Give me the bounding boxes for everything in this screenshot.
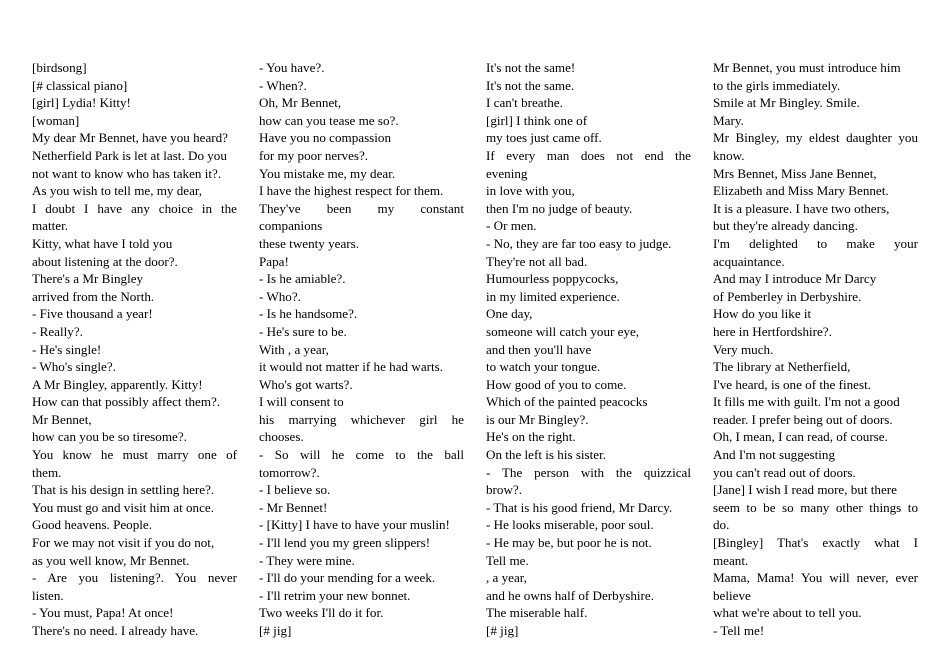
text-line: how can you be so tiresome?. <box>32 429 187 445</box>
text-line: - You must, Papa! At once! <box>32 605 174 621</box>
text-line: It's not the same. <box>486 77 575 93</box>
text-line: Mrs Bennet, Miss Jane Bennet, <box>713 165 877 181</box>
text-line: I've heard, is one of the finest. <box>713 376 871 392</box>
text-column-2 <box>259 59 464 640</box>
text-line: do. <box>713 517 730 533</box>
text-line: - He may be, but poor he is not. <box>486 535 652 551</box>
text-line: then I'm no judge of beauty. <box>486 200 633 216</box>
text-line: - Tell me! <box>713 623 765 638</box>
text-line: Mama, Mama! You will never, ever <box>713 570 918 586</box>
text-line: - Or men. <box>486 218 537 234</box>
text-line: in my limited experience. <box>486 288 620 304</box>
text-line: of Pemberley in Derbyshire. <box>713 288 862 304</box>
text-line: A Mr Bingley, apparently. Kitty! <box>32 376 203 392</box>
text-line: Mary. <box>713 112 744 128</box>
text-line: believe <box>713 587 751 603</box>
text-line: And may I introduce Mr Darcy <box>713 271 877 287</box>
text-line: and he owns half of Derbyshire. <box>486 587 654 603</box>
text-line: - He looks miserable, poor soul. <box>486 517 654 533</box>
text-line: it would not matter if he had warts. <box>259 359 443 375</box>
text-line: Have you no compassion <box>259 130 392 146</box>
text-line: It's not the same! <box>486 60 576 75</box>
text-line: You know he must marry one of <box>32 447 237 463</box>
text-line: I doubt I have any choice in the <box>32 200 237 216</box>
text-line: - Is he amiable?. <box>259 271 346 287</box>
text-line: [girl] I think one of <box>486 112 588 128</box>
text-line: One day, <box>486 306 533 322</box>
text-line: - Who's single?. <box>32 359 116 375</box>
text-line: as you well know, Mr Bennet. <box>32 552 190 568</box>
text-line: - They were mine. <box>259 552 355 568</box>
text-line: Mr Bennet, <box>32 411 92 427</box>
text-line: I can't breathe. <box>486 95 563 111</box>
text-line: - When?. <box>259 77 307 93</box>
text-line: Mr Bennet, you must introduce him <box>713 60 901 75</box>
text-line: - Five thousand a year! <box>32 306 153 322</box>
text-line: I'm delighted to make your <box>713 235 918 251</box>
text-line: With , a year, <box>259 341 329 357</box>
text-line: And I'm not suggesting <box>713 447 836 463</box>
text-line: evening <box>486 165 528 181</box>
text-line: - I believe so. <box>259 482 331 498</box>
text-line: you can't read out of doors. <box>713 464 856 480</box>
text-line: - Mr Bennet! <box>259 499 328 515</box>
text-line: Which of the painted peacocks <box>486 394 648 410</box>
text-line: reader. I prefer being out of doors. <box>713 411 893 427</box>
text-line: someone will catch your eye, <box>486 323 640 339</box>
text-line: what we're about to tell you. <box>713 605 862 621</box>
text-column-1 <box>32 59 237 640</box>
text-line: matter. <box>32 218 68 234</box>
text-line: I have the highest respect for them. <box>259 183 444 199</box>
text-line: [Bingley] That's exactly what I <box>713 535 918 551</box>
text-line: You mistake me, my dear. <box>259 165 396 181</box>
text-line: for my poor nerves?. <box>259 147 369 163</box>
text-line: There's no need. I already have. <box>32 623 199 638</box>
text-line: - Is he handsome?. <box>259 306 358 322</box>
text-line: It fills me with guilt. I'm not a good <box>713 394 900 410</box>
text-line: My dear Mr Bennet, have you heard? <box>32 130 228 146</box>
text-line: - You have?. <box>259 60 325 75</box>
text-line: arrived from the North. <box>32 288 155 304</box>
text-line: - Are you listening?. You never <box>32 570 237 586</box>
text-line: , a year, <box>486 570 527 586</box>
text-line: - I'll retrim your new bonnet. <box>259 587 411 603</box>
text-line: about listening at the door?. <box>32 253 178 269</box>
text-line: is our Mr Bingley?. <box>486 411 589 427</box>
text-line: in love with you, <box>486 183 575 199</box>
text-line: On the left is his sister. <box>486 447 607 463</box>
text-line: - I'll do your mending for a week. <box>259 570 436 586</box>
text-line: For we may not visit if you do not, <box>32 535 215 551</box>
text-line: [# jig] <box>259 623 292 638</box>
text-line: They've been my constant <box>259 200 464 216</box>
text-line: these twenty years. <box>259 235 359 251</box>
text-line: - That is his good friend, Mr Darcy. <box>486 499 673 515</box>
text-line: brow?. <box>486 482 522 498</box>
text-line: If every man does not end the <box>486 147 691 163</box>
text-line: Papa! <box>259 253 289 269</box>
text-line: There's a Mr Bingley <box>32 271 144 287</box>
text-line: Very much. <box>713 341 774 357</box>
text-line: How good of you to come. <box>486 376 627 392</box>
text-line: seem to be so many other things to <box>713 499 918 515</box>
text-line: them. <box>32 464 62 480</box>
text-line: The library at Netherfield, <box>713 359 851 375</box>
text-line: Kitty, what have I told you <box>32 235 173 251</box>
text-line: - He's sure to be. <box>259 323 347 339</box>
text-line: The miserable half. <box>486 605 588 621</box>
text-line: acquaintance. <box>713 253 785 269</box>
text-line: but they're already dancing. <box>713 218 858 234</box>
text-line: companions <box>259 218 323 234</box>
text-line: know. <box>713 147 745 163</box>
text-line: Mr Bingley, my eldest daughter you <box>713 130 918 146</box>
text-line: Smile at Mr Bingley. Smile. <box>713 95 860 111</box>
text-column-4 <box>713 59 918 640</box>
text-line: - No, they are far too easy to judge. <box>486 235 672 251</box>
text-line: to watch your tongue. <box>486 359 601 375</box>
text-line: [# classical piano] <box>32 77 128 93</box>
text-line: Elizabeth and Miss Mary Bennet. <box>713 183 889 199</box>
text-line: not want to know who has taken it?. <box>32 165 222 181</box>
text-line: meant. <box>713 552 749 568</box>
text-line: How do you like it <box>713 306 812 322</box>
text-line: Oh, Mr Bennet, <box>259 95 342 111</box>
text-line: how can you tease me so?. <box>259 112 399 128</box>
text-line: - So will he come to the ball <box>259 447 464 463</box>
text-line: [girl] Lydia! Kitty! <box>32 95 131 111</box>
text-line: his marrying whichever girl he <box>259 411 464 427</box>
text-line: [Jane] I wish I read more, but there <box>713 482 897 498</box>
text-line: Who's got warts?. <box>259 376 353 392</box>
text-line: - Really?. <box>32 323 83 339</box>
text-line: - The person with the quizzical <box>486 464 691 480</box>
text-line: my toes just came off. <box>486 130 602 146</box>
text-line: - [Kitty] I have to have your muslin! <box>259 517 450 533</box>
text-line: It is a pleasure. I have two others, <box>713 200 890 216</box>
text-line: listen. <box>32 587 64 603</box>
text-column-3 <box>486 59 691 640</box>
text-line: Oh, I mean, I can read, of course. <box>713 429 888 445</box>
text-line: here in Hertfordshire?. <box>713 323 832 339</box>
text-line: [birdsong] <box>32 60 87 75</box>
text-line: chooses. <box>259 429 304 445</box>
text-line: [woman] <box>32 112 80 128</box>
text-line: I will consent to <box>259 394 344 410</box>
text-line: As you wish to tell me, my dear, <box>32 183 203 199</box>
text-line: to the girls immediately. <box>713 77 841 93</box>
text-line: Two weeks I'll do it for. <box>259 605 384 621</box>
text-line: [# jig] <box>486 623 519 638</box>
text-line: - Who?. <box>259 288 301 304</box>
text-line: How can that possibly affect them?. <box>32 394 221 410</box>
text-line: Good heavens. People. <box>32 517 152 533</box>
text-line: They're not all bad. <box>486 253 588 269</box>
text-line: - He's single! <box>32 341 102 357</box>
text-line: You must go and visit him at once. <box>32 499 214 515</box>
text-line: Humourless poppycocks, <box>486 271 619 287</box>
text-line: - I'll lend you my green slippers! <box>259 535 431 551</box>
text-line: and then you'll have <box>486 341 592 357</box>
text-line: He's on the right. <box>486 429 576 445</box>
text-line: Tell me. <box>486 552 529 568</box>
text-line: tomorrow?. <box>259 464 320 480</box>
text-line: That is his design in settling here?. <box>32 482 215 498</box>
text-line: Netherfield Park is let at last. Do you <box>32 147 227 163</box>
